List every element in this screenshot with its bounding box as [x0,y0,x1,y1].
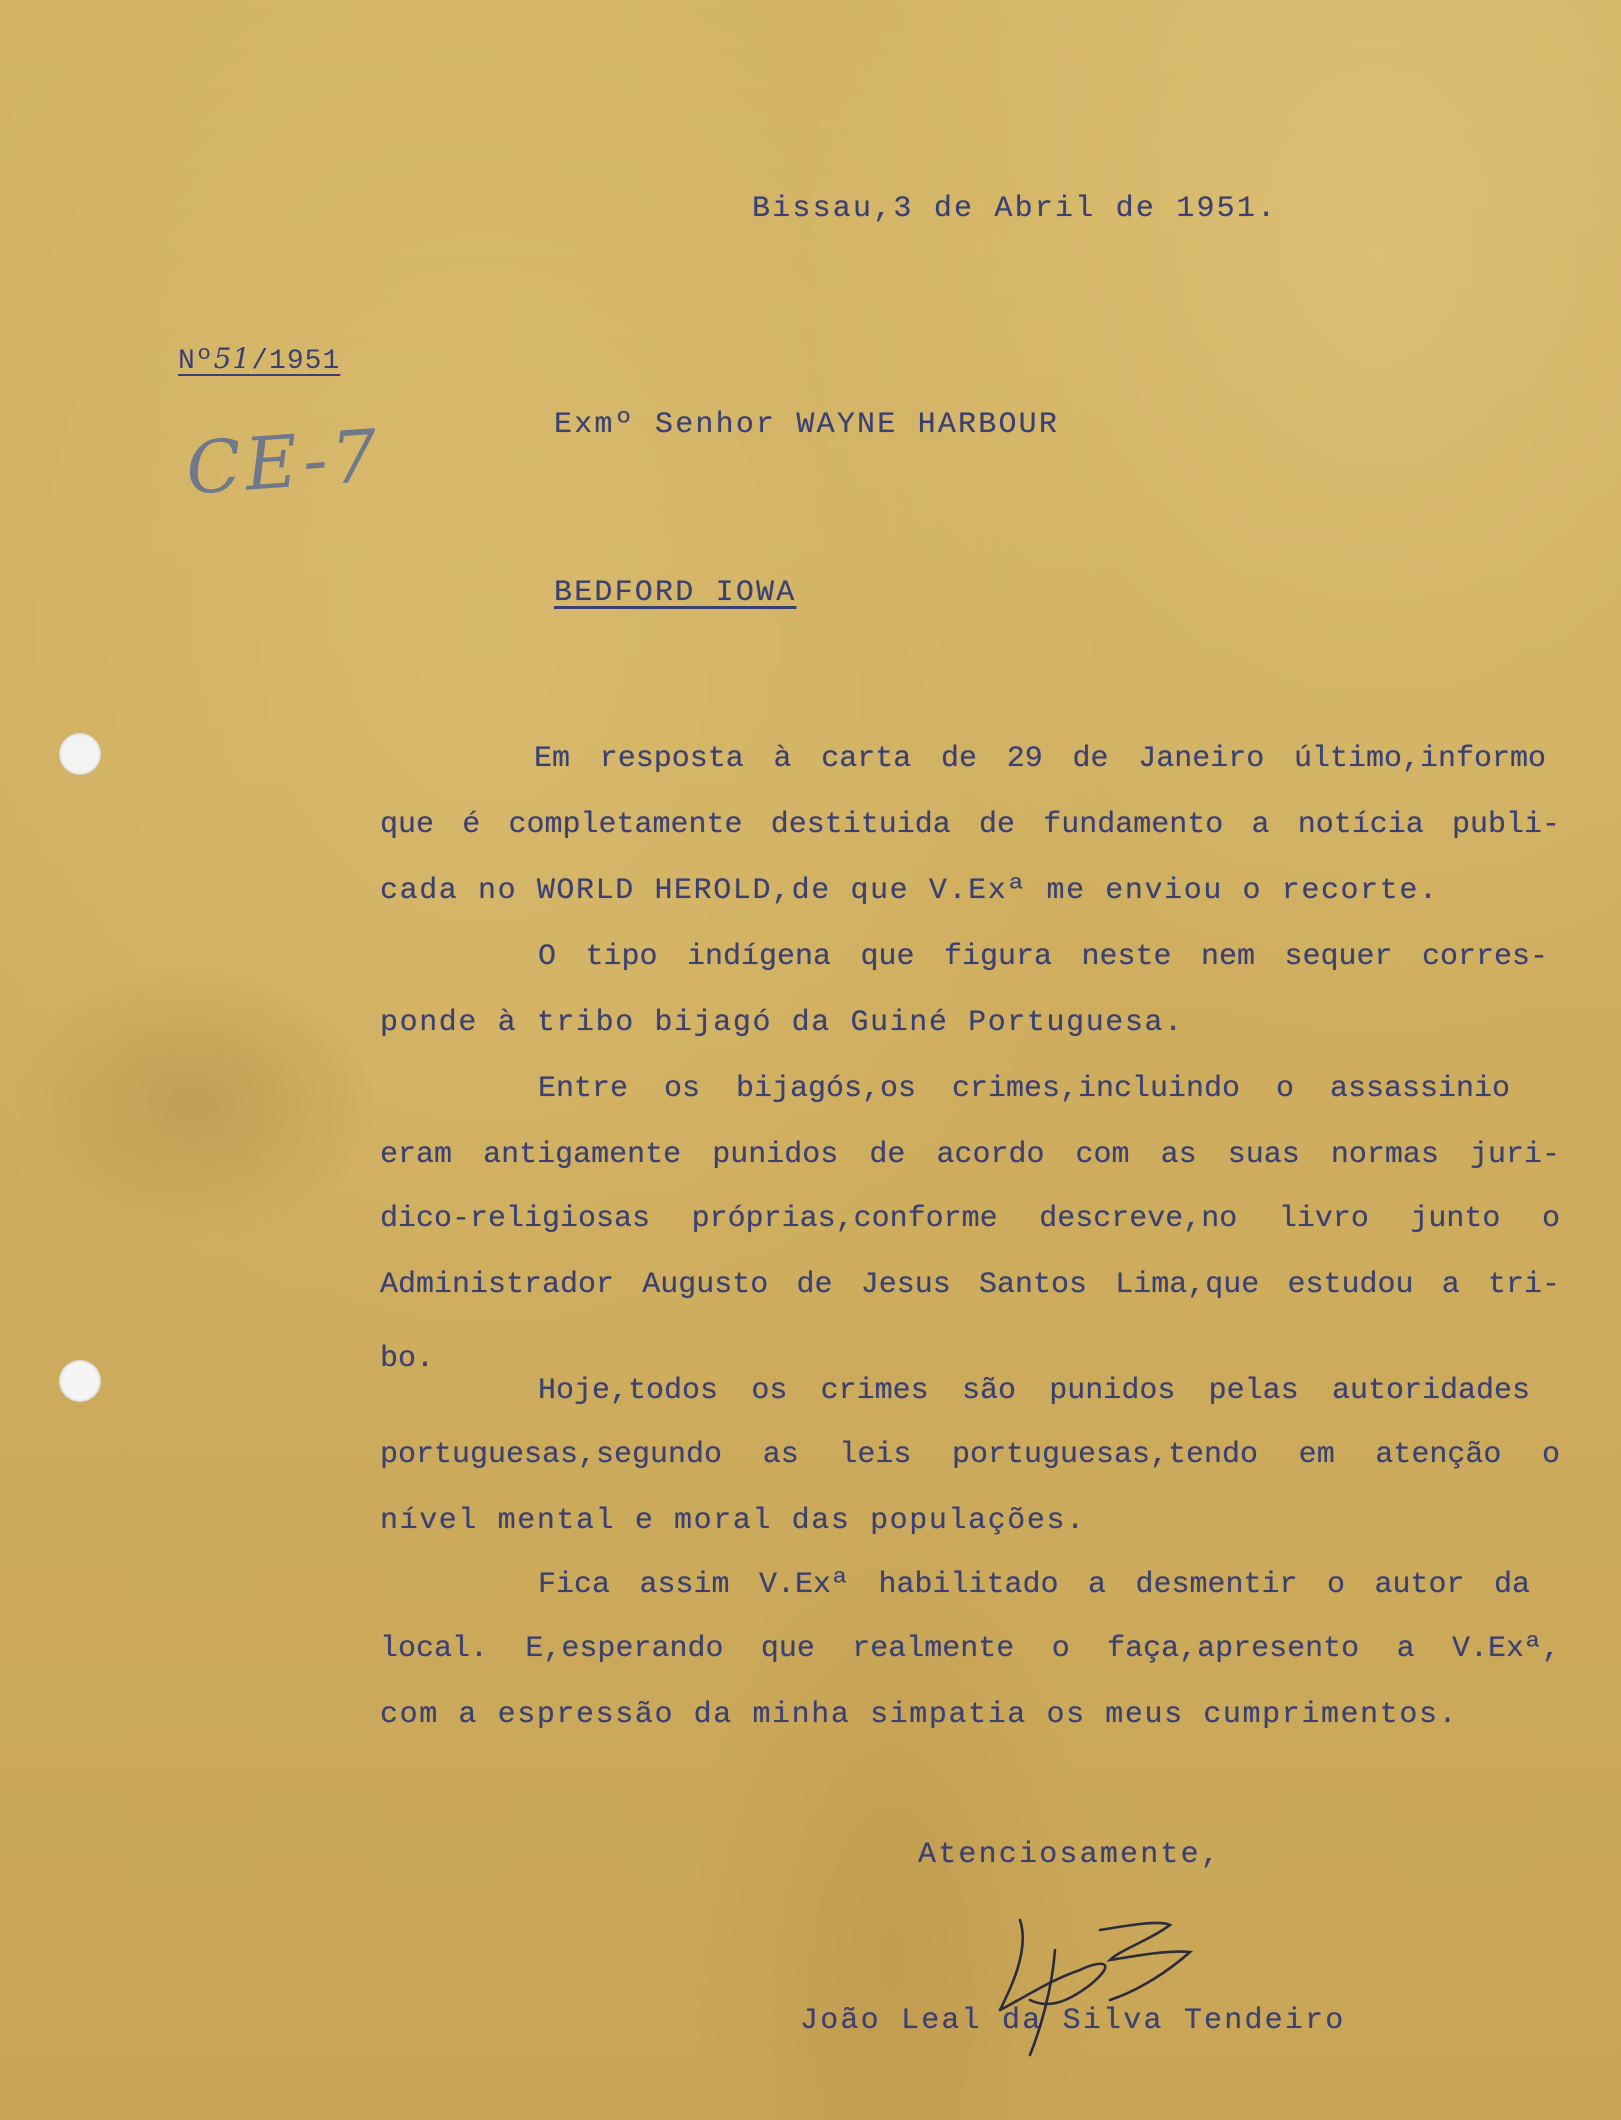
reference-prefix: Nº [178,346,214,377]
body-line-8: dico-religiosas próprias,conforme descreve,no livro junto o [380,1202,1560,1236]
body-line-6: Entre os bijagós,os crimes,incluindo o assassinio [538,1072,1510,1106]
body-line-9: Administrador Augusto de Jesus Santos Lima,que estudou a tri- [380,1268,1560,1302]
body-line-15: local. E,esperando que realmente o faça,apresento a V.Exª, [380,1632,1560,1666]
body-line-1: Em resposta à carta de 29 de Janeiro último,informo [534,742,1546,776]
reference-number [178,342,340,377]
body-line-10: bo. [380,1342,435,1376]
salutation: Exmº Senhor WAYNE HARBOUR [554,408,1060,442]
body-line-14: Fica assim V.Exª habilitado a desmentir o autor da [538,1568,1530,1602]
body-line-13: nível mental e moral das populações. [380,1504,1086,1538]
closing: Atenciosamente, [918,1838,1222,1872]
punch-hole-bottom [59,1360,101,1402]
body-line-12: portuguesas,segundo as leis portuguesas,tendo em atenção o [380,1438,1560,1472]
body-line-7: eram antigamente punidos de acordo com as suas normas juri- [380,1138,1560,1172]
punch-hole-top [59,733,101,775]
handwritten-code: CE-7 [183,413,384,511]
body-line-16: com a espressão da minha simpatia os meus cumprimentos. [380,1698,1459,1732]
body-line-4: O tipo indígena que figura neste nem sequer corres- [538,940,1548,974]
reference-suffix: /1951 [251,346,341,377]
reference-handwritten-number: 51 [213,342,252,375]
date-line: Bissau,3 de Abril de 1951. [752,192,1278,226]
body-line-11: Hoje,todos os crimes são punidos pelas autoridades [538,1374,1530,1408]
body-line-3: cada no WORLD HEROLD,de que V.Exª me enviou o recorte. [380,874,1439,908]
body-line-2: que é completamente destituida de fundamento a notícia publi- [380,808,1560,842]
body-line-5: ponde à tribo bijagó da Guiné Portuguesa. [380,1006,1184,1040]
signatory-name: João Leal da Silva Tendeiro [800,2004,1346,2038]
address-line: BEDFORD IOWA [554,576,797,610]
